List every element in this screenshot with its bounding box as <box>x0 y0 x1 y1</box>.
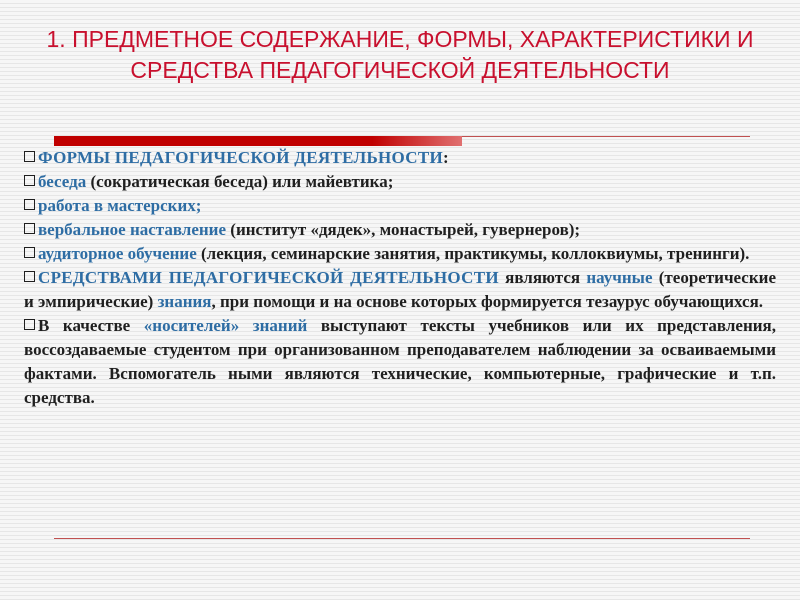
bullet-item-workshops <box>24 194 776 218</box>
item-text-highlight: беседа <box>38 172 87 191</box>
title-divider-thin <box>462 136 750 137</box>
item-text-highlight: вербальное наставление <box>38 220 227 239</box>
bullet-item-verbal-instruction <box>24 218 776 242</box>
bottom-divider <box>54 538 750 539</box>
title-divider-thick <box>54 136 462 146</box>
item-text-highlight: ФОРМЫ ПЕДАГОГИЧЕСКОЙ ДЕЯТЕЛЬНОСТИ <box>38 148 444 167</box>
item-text: являются <box>498 268 587 287</box>
square-bullet-icon <box>24 175 35 186</box>
item-text-highlight: «носителей» знаний <box>143 316 308 335</box>
square-bullet-icon <box>24 319 35 330</box>
title-divider <box>54 136 750 146</box>
item-text-highlight: СРЕДСТВАМИ ПЕДАГОГИЧЕСКОЙ ДЕЯТЕЛЬНОСТИ <box>38 268 499 287</box>
bullet-item-conversation <box>24 170 776 194</box>
slide-title: 1. ПРЕДМЕТНОЕ СОДЕРЖАНИЕ, ФОРМЫ, ХАРАКТЕРИСТИКИ И СРЕДСТВА ПЕДАГОГИЧЕСКОЙ ДЕЯТЕЛЬНОСТИ <box>46 26 754 83</box>
square-bullet-icon <box>24 151 35 162</box>
item-text: : <box>443 148 449 167</box>
bullet-item-classroom-learning <box>24 242 776 266</box>
item-text-highlight: работа в мастерских; <box>38 196 202 215</box>
item-text: выступают тексты учебников или их представления, воссоздаваемые студентом при организованном преподавателем наблюдении за осваиваемыми фактами. Вспомогатель ными являются технические, компьютерные, графические и т.п. средства. <box>24 316 776 407</box>
item-text: (лекция, семинарские занятия, практикумы, коллоквиумы, тренинги). <box>196 244 750 263</box>
bullet-item-knowledge-carriers <box>24 314 776 410</box>
bullet-item-means <box>24 266 776 314</box>
item-text: , при помощи и на основе которых формируется тезаурус обучающихся. <box>211 292 764 311</box>
item-text-highlight: аудиторное обучение <box>38 244 197 263</box>
square-bullet-icon <box>24 271 35 282</box>
bullet-item-forms <box>24 146 776 170</box>
item-text: (теоретические и эмпирические) <box>24 268 776 311</box>
square-bullet-icon <box>24 199 35 210</box>
item-text: В качестве <box>38 316 144 335</box>
item-text: (институт «дядек», монастырей, гувернеров); <box>226 220 581 239</box>
square-bullet-icon <box>24 223 35 234</box>
item-text: (сократическая беседа) или майевтика; <box>86 172 394 191</box>
bullet-list <box>24 146 776 410</box>
item-text-highlight: знания <box>157 292 212 311</box>
square-bullet-icon <box>24 247 35 258</box>
item-text-highlight: научные <box>586 268 653 287</box>
